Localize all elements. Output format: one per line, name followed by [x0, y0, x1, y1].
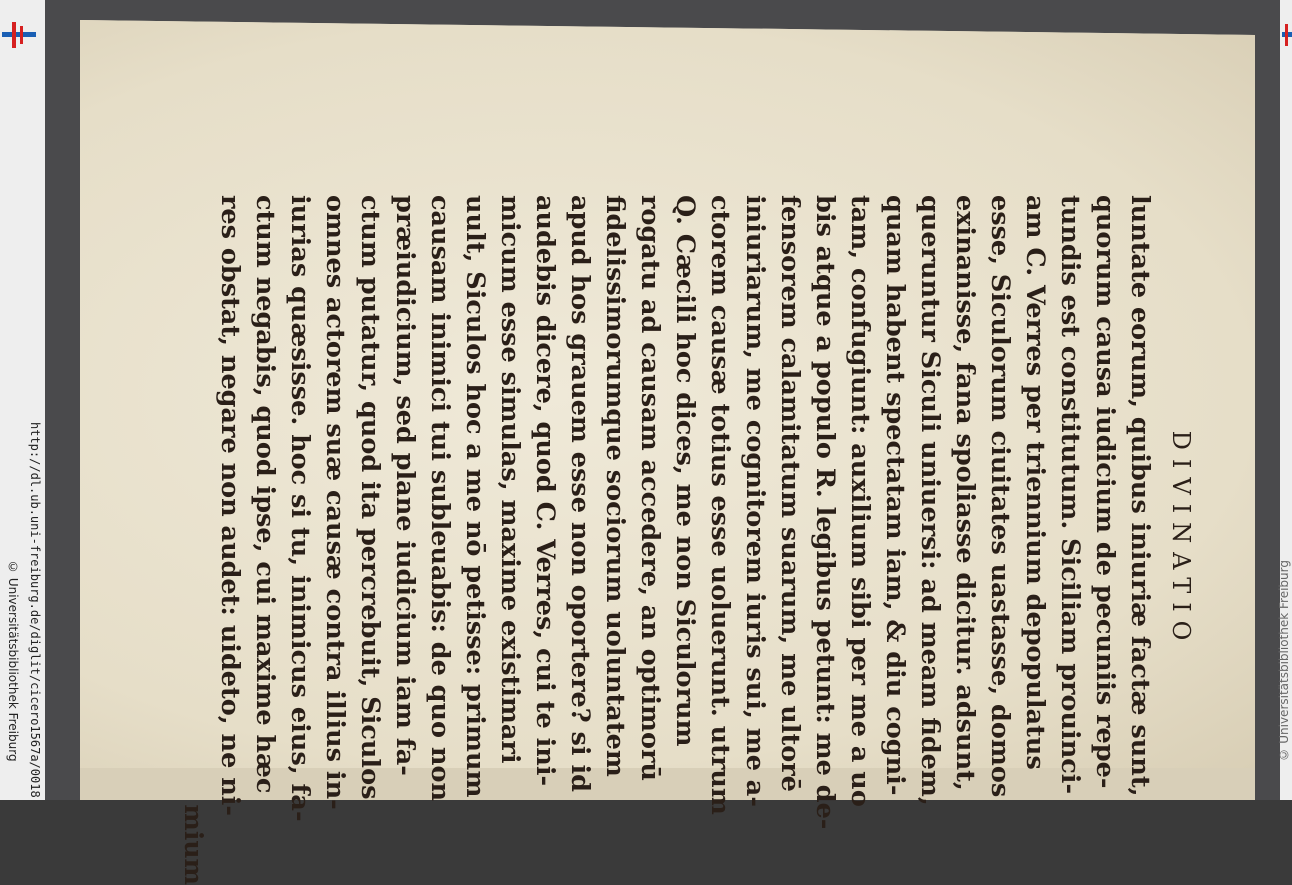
text-line: res obstat, negare non audet: uideto, ne ni- [215, 195, 245, 817]
copyright-notice-right: © Universitätsbibliothek Freiburg [1277, 560, 1291, 762]
text-line: tundis est constitutum. Siciliam prouinci- [1055, 195, 1085, 795]
text-line: micum esse simulas, maxime existimari [495, 195, 525, 764]
text-line: am C. Verres per triennium depopulatus [1020, 195, 1050, 770]
page-text-block [179, 195, 1195, 885]
text-line: apud hos grauem esse non oportere? si id [565, 195, 595, 792]
text-line: bis atque a populo R. legibus petunt: me de- [810, 195, 840, 830]
text-line: iurias quæsisse. hoc si tu, inimicus eius, fa- [285, 195, 315, 822]
image-url[interactable]: http://dl.ub.uni-freiburg.de/diglit/cicero1567a/0018 [28, 422, 42, 798]
text-line: quorum causa iudicium de pecuniis repe- [1090, 195, 1120, 789]
text-line: rogatu ad causam accedere, an optimorū [635, 195, 665, 782]
text-line: iniuriarum, me cognitorem iuris sui, me a- [740, 195, 770, 807]
running-header: DIVINATIO [1167, 430, 1195, 650]
library-logo-icon-right [1282, 22, 1292, 48]
text-line: uult, Siculos hoc a me nō petisse: primum [460, 195, 490, 798]
text-line: luntate eorum, quibus iniuriæ factæ sunt, [1125, 195, 1155, 797]
text-line: omnes actorem suæ causæ contra illius in- [320, 195, 350, 810]
copyright-notice: © Universitätsbibliothek Freiburg [6, 560, 20, 762]
viewer-right-strip [1277, 0, 1292, 800]
text-lines [212, 195, 1157, 885]
text-line: causam inimici tui subleuabis: de quo non [425, 195, 455, 802]
text-line: ctum negabis, quod ipse, cui maxime hæc [250, 195, 280, 794]
text-line: queruntur Siculi uniuersi: ad meam fidem, [915, 195, 945, 806]
text-line: præiudicium, sed plane iudicium iam fa- [390, 195, 420, 776]
text-line: fensorem calamitatum suarum, me ultorē [775, 195, 805, 792]
text-line: ctum putatur, quod ita percrebuit, Siculos [355, 195, 385, 800]
text-line: audebis dicere, quod C. Verres, cui te ini- [530, 195, 560, 787]
catchword: mium [179, 804, 208, 885]
text-line: fidelissimorumque sociorum uoluntatem [600, 195, 630, 777]
text-line: Q. Cæcili hoc dices, me non Siculorum [670, 195, 700, 747]
library-logo-icon [2, 22, 36, 48]
viewer-left-strip [0, 0, 45, 800]
text-line: esse, Siculorum ciuitates uastasse, domos [985, 195, 1015, 798]
text-line: ctorem causæ totius esse uoluerunt. utrum [705, 195, 735, 815]
text-line: quam habent spectatam iam, & diu cogni- [880, 195, 910, 796]
text-line: exinanisse, fana spoliasse dicitur. adsunt, [950, 195, 980, 791]
text-line: tam, confugiunt: auxilium sibi per me a uo [845, 195, 875, 807]
